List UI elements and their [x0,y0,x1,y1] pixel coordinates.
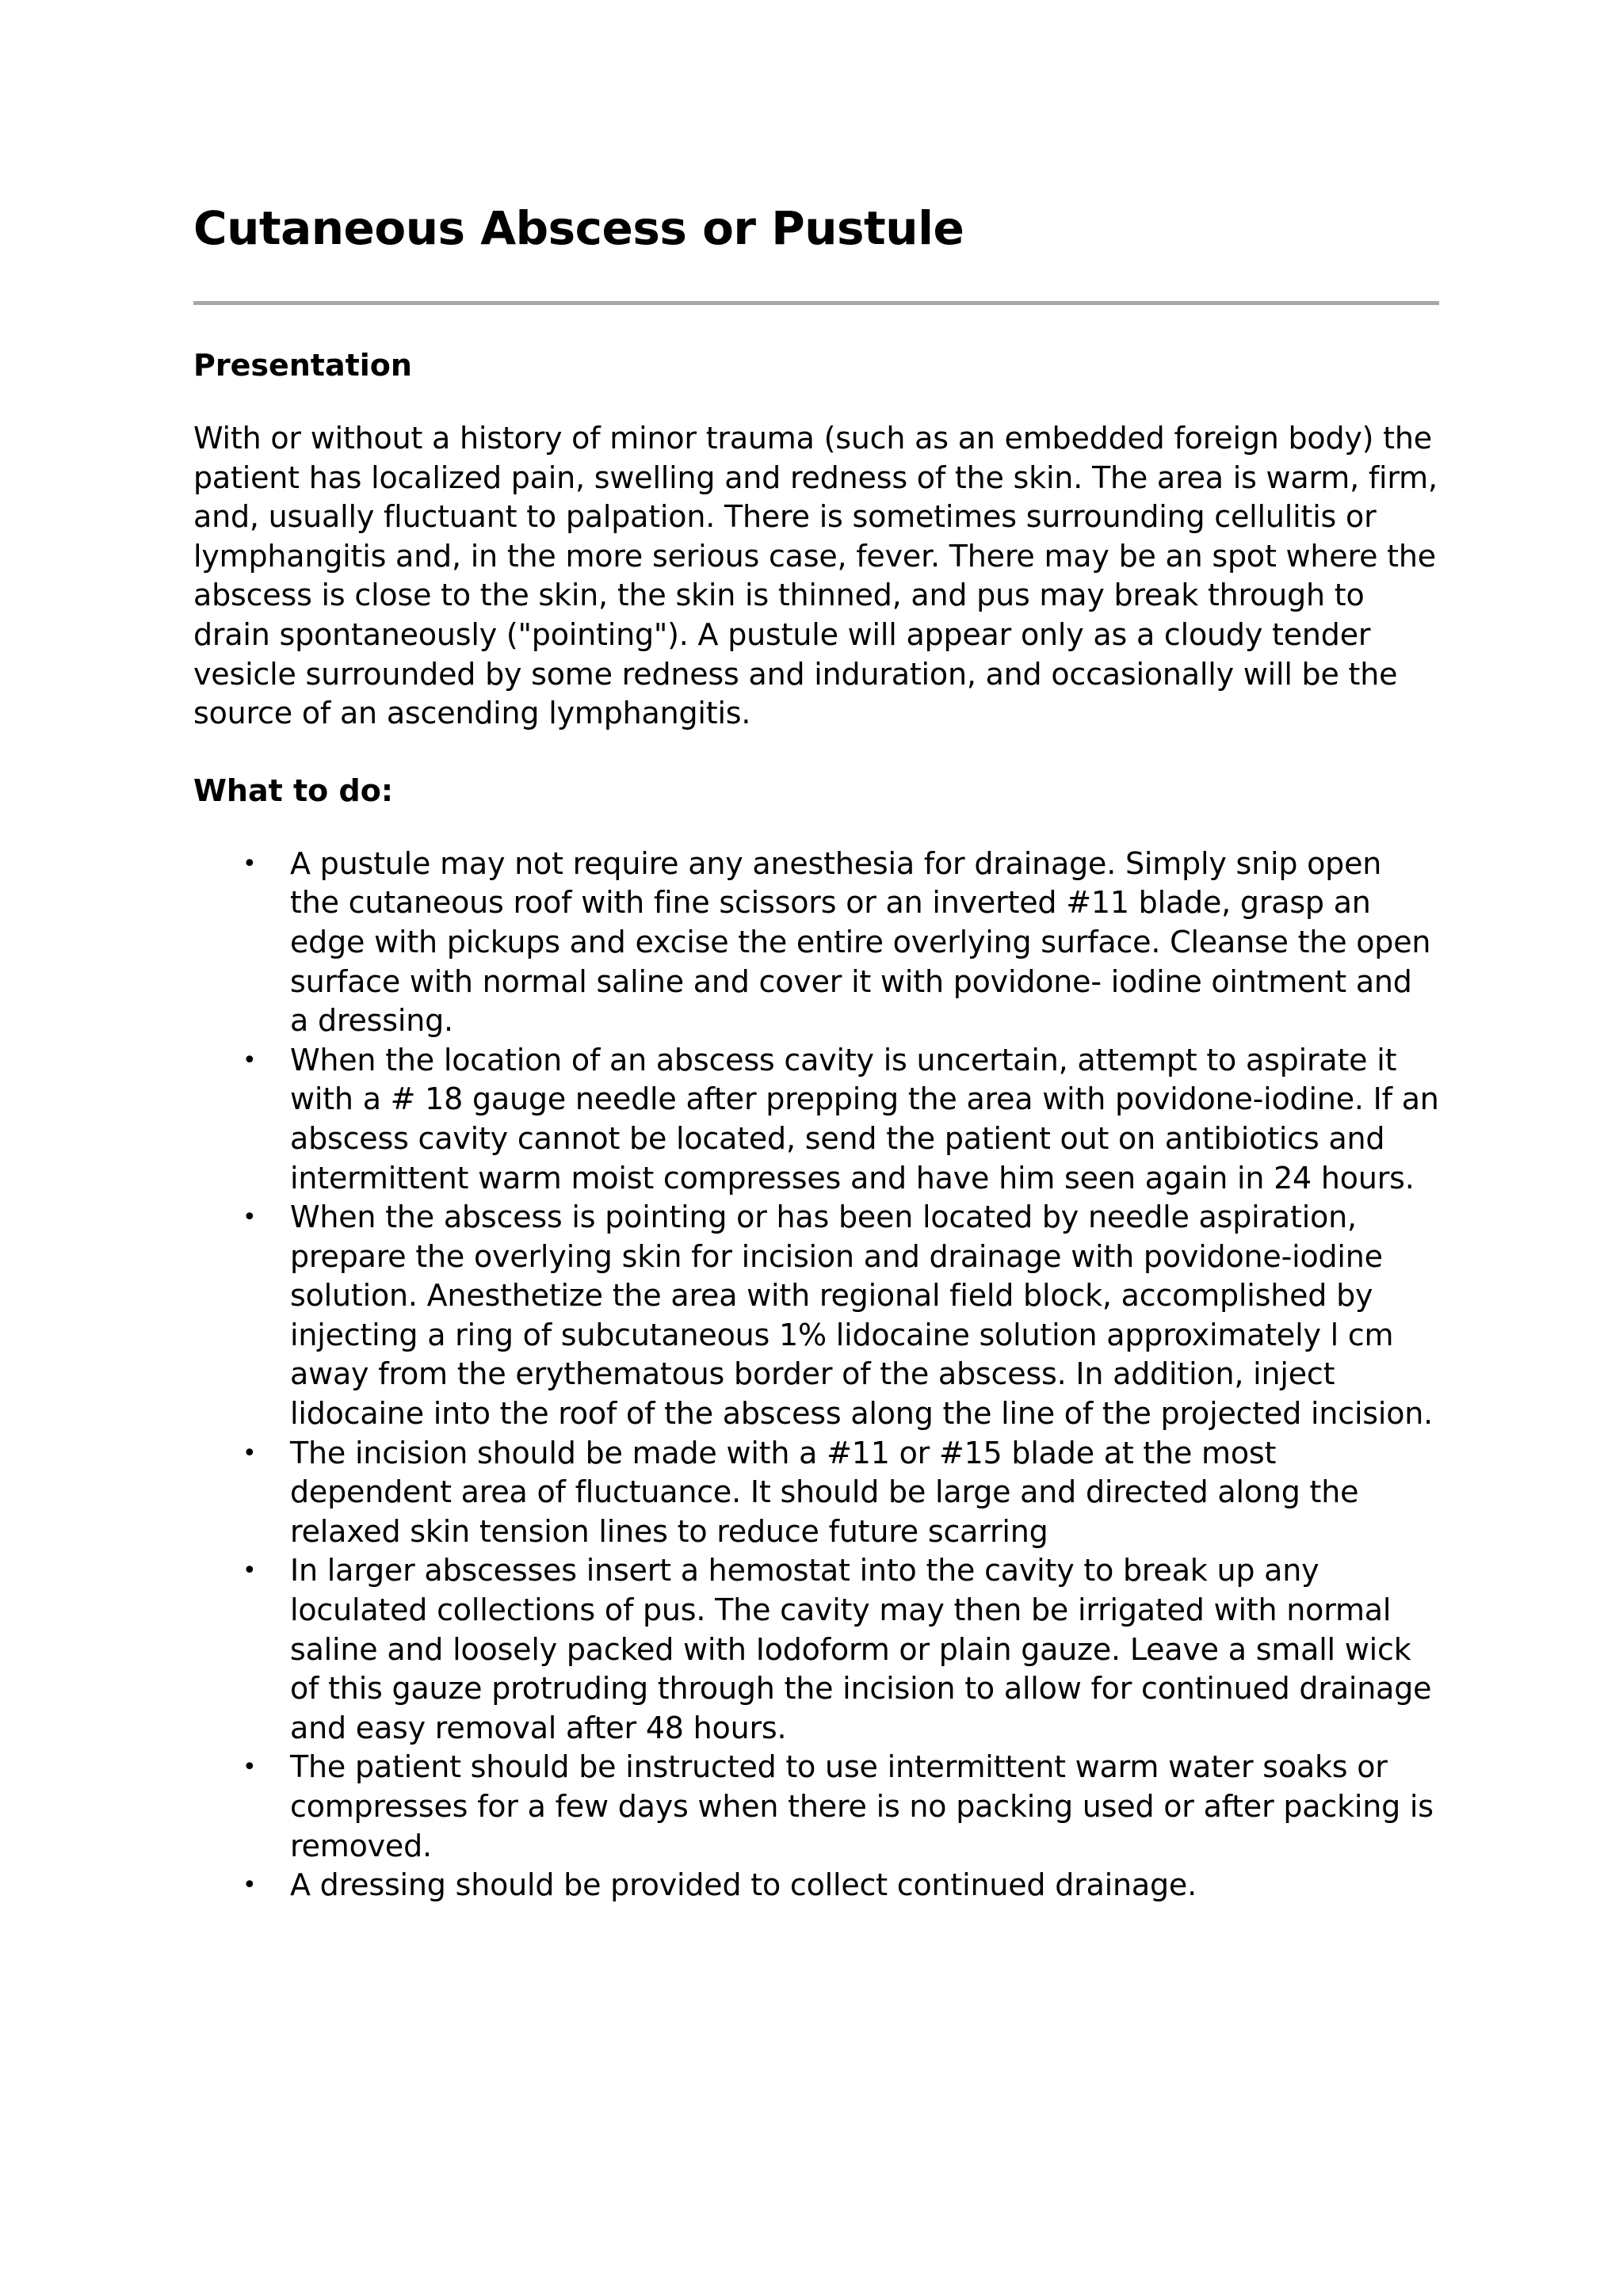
list-item-text: The incision should be made with a #11 or #15 blade at the most dependent area of fluctuance. It should be large and directed along the relaxed skin tension lines to reduce future scarring [290,1435,1359,1549]
what-to-do-heading: What to do: [193,772,394,808]
presentation-paragraph: With or without a history of minor trauma (such as an embedded foreign body) the patient has localized pain, swelling and redness of the skin. The area is warm, firm, and, usually fluctuant to palpation. There is sometimes surrounding cellulitis or lymphangitis and, in the more serious case, fever. There may be an spot where the abscess is close to the skin, the skin is thinned, and pus may break through to drain spontaneously ("pointing"). A pustule will appear only as a cloudy tender vesicle surrounded by some redness and induration, and occasionally will be the source of an ascending lymphangitis. [193,421,1438,731]
list-item [193,1041,1439,1198]
bullet-icon: • [242,849,257,878]
list-item-text: A pustule may not require any anesthesia for drainage. Simply snip open the cutaneous roof with fine scissors or an inverted #11 blade, grasp an edge with pickups and excise the entire overlying surface. Cleanse the open surface with normal saline and cover it with povidone- iodine ointment and a dressing. [290,845,1431,1039]
list-item [193,845,1439,1041]
list-item [193,1551,1439,1748]
bullet-icon: • [242,1753,257,1782]
bullet-icon: • [242,1871,257,1900]
title-divider [193,301,1439,305]
bullet-icon: • [242,1046,257,1074]
list-item [193,1434,1439,1552]
bullet-icon: • [242,1557,257,1585]
list-item-text: A dressing should be provided to collect continued drainage. [290,1867,1197,1903]
list-item-text: In larger abscesses insert a hemostat into the cavity to break up any loculated collections of pus. The cavity may then be irrigated with normal saline and loosely packed with Iodoform or plain gauze. Leave a small wick of this gauze protruding through the incision to allow for continued drainage and easy removal after 48 hours. [290,1553,1432,1745]
bullet-icon: • [242,1439,257,1467]
page-title: Cutaneous Abscess or Pustule [193,201,964,255]
list-item-text: When the abscess is pointing or has been located by needle aspiration, prepare the overlying skin for incision and drainage with povidone-iodine solution. Anesthetize the area with regional field block, accomplished by injecting a ring of subcutaneous 1% lidocaine solution approximately l cm away from the erythematous border of the abscess. In addition, inject lidocaine into the roof of the abscess along the line of the projected incision. [290,1199,1434,1432]
list-item-text: The patient should be instructed to use intermittent warm water soaks or compresses for a few days when there is no packing used or after packing is removed. [290,1749,1434,1863]
list-item-text: When the location of an abscess cavity is uncertain, attempt to aspirate it with a # 18 gauge needle after prepping the area with povidone-iodine. If an abscess cavity cannot be located, send the patient out on antibiotics and intermittent warm moist compresses and have him seen again in 24 hours. [290,1042,1439,1196]
bullet-icon: • [242,1203,257,1232]
list-item [193,1198,1439,1434]
what-to-do-list [193,845,1439,1905]
list-item [193,1748,1439,1866]
presentation-heading: Presentation [193,348,412,383]
list-item [193,1866,1439,1905]
